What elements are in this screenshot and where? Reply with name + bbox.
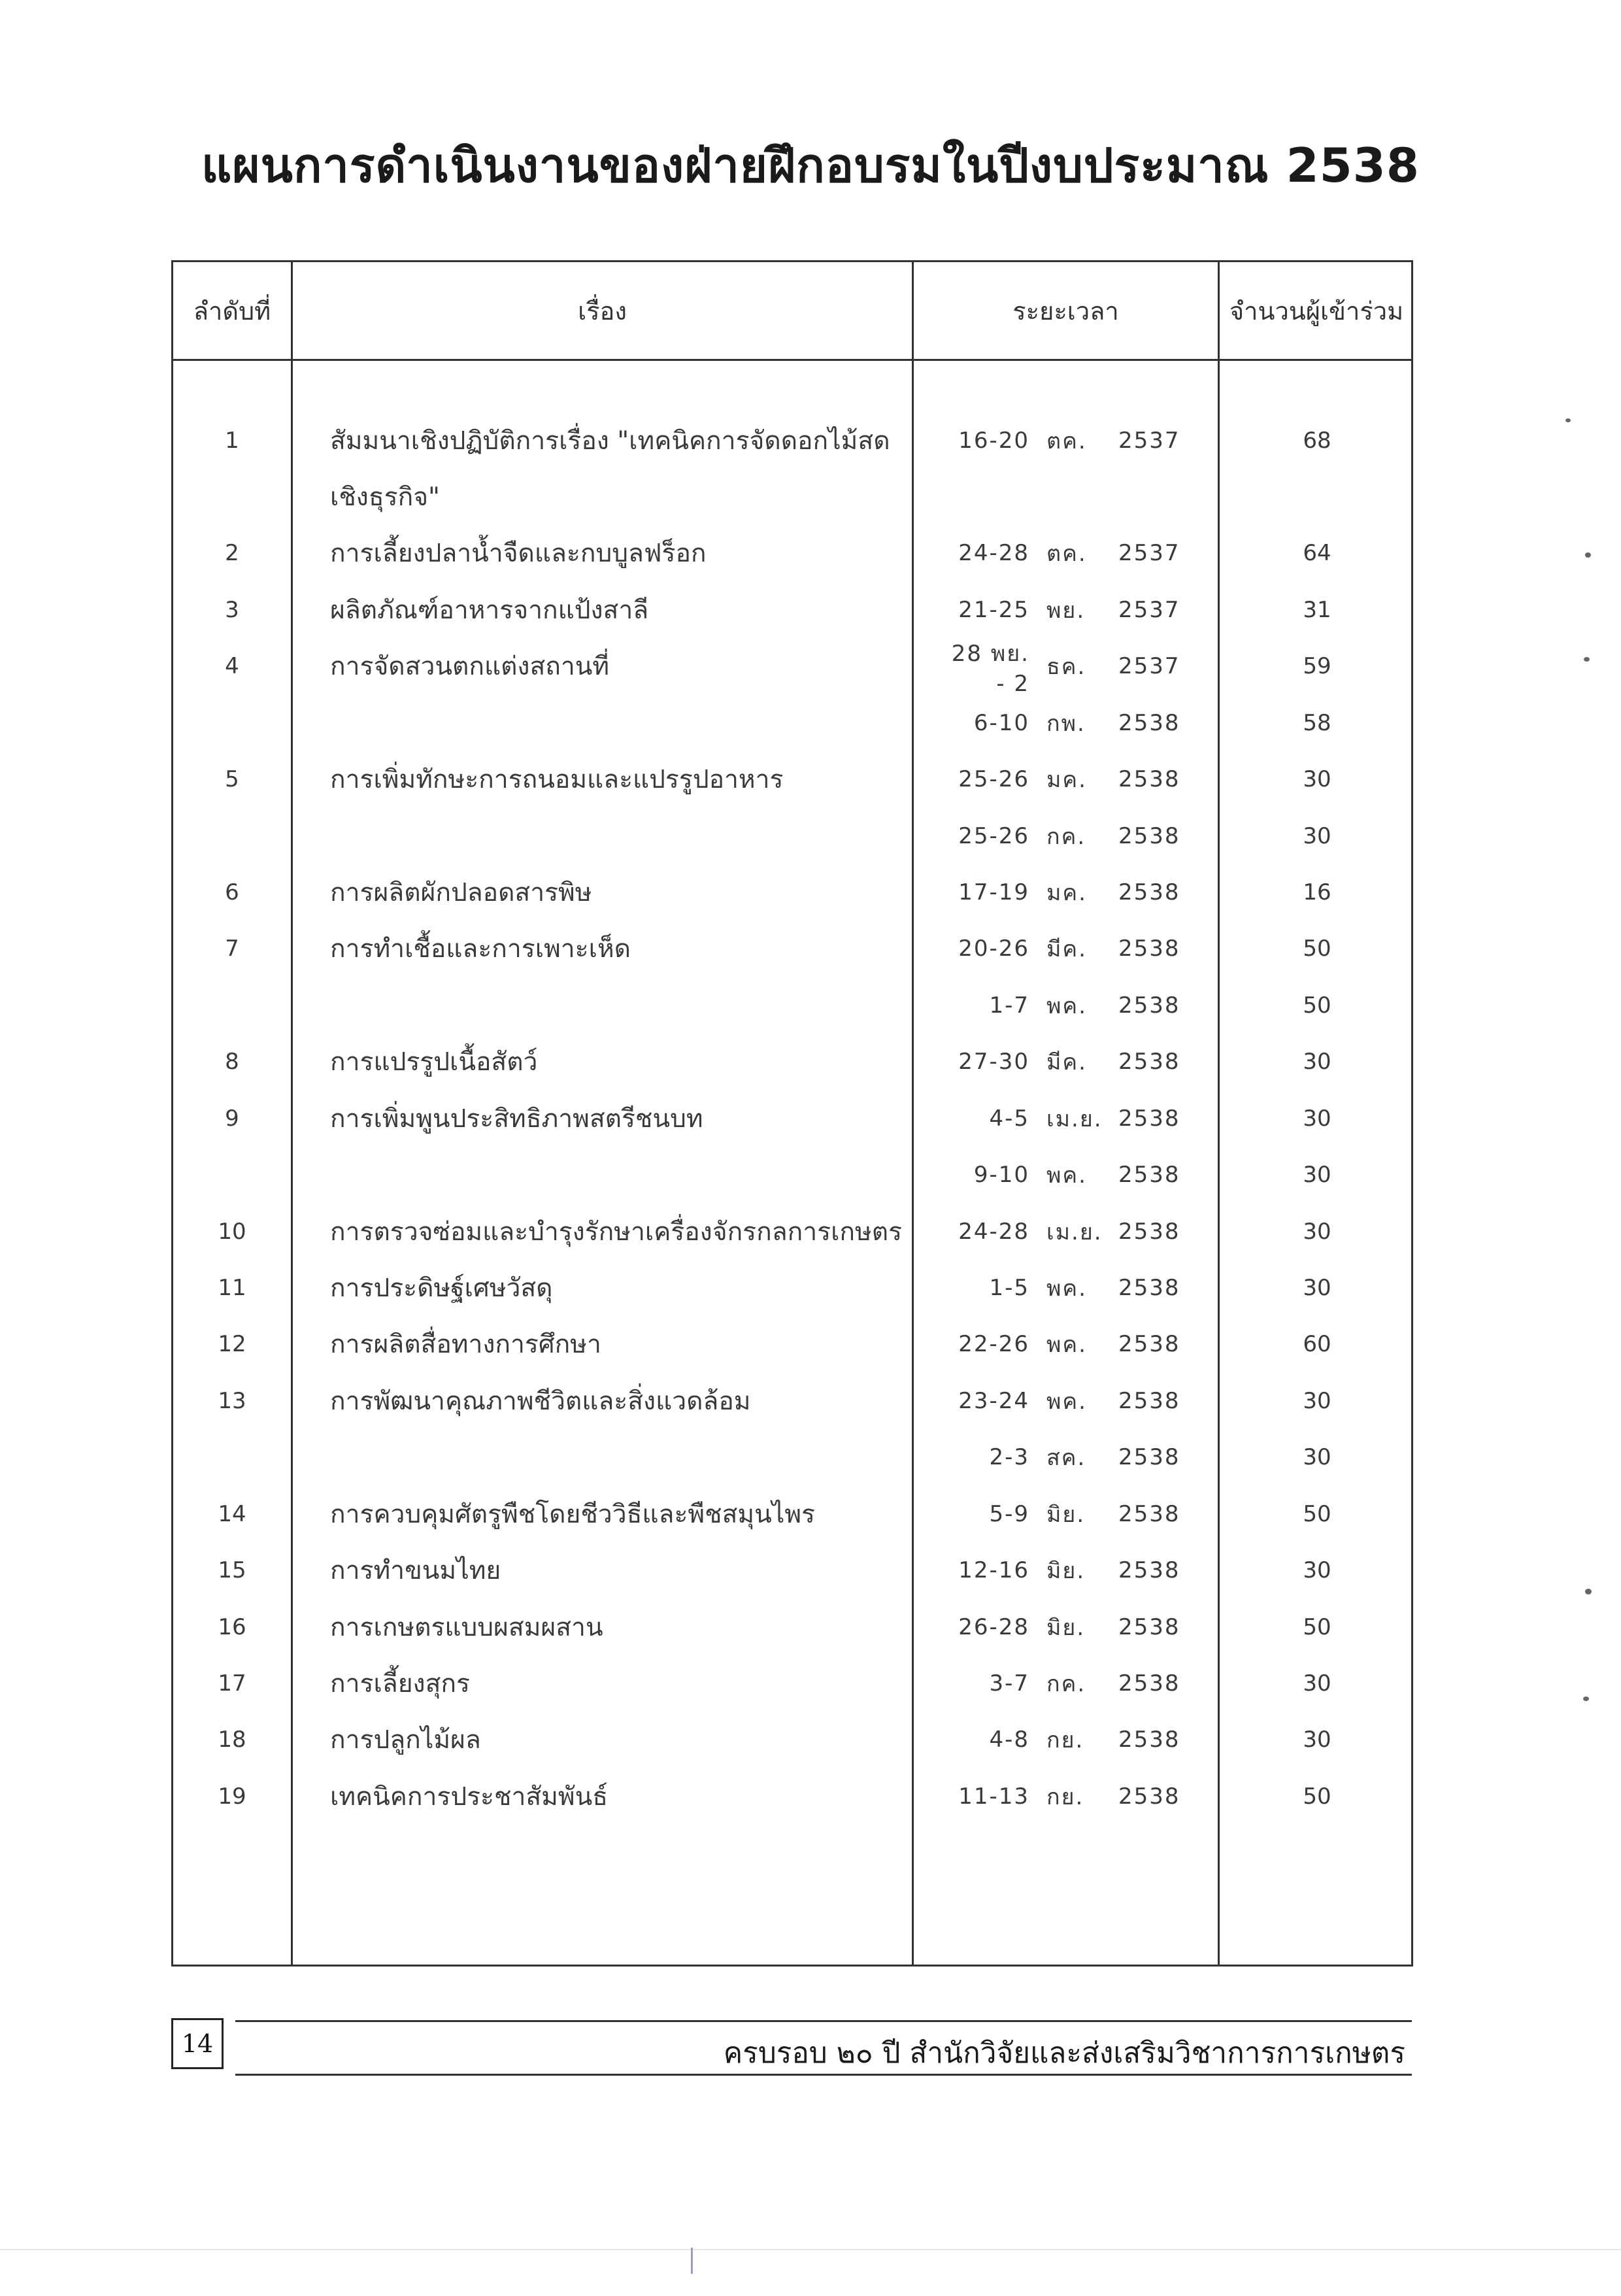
row-participants: 30 bbox=[1303, 1557, 1331, 1583]
page-number-box bbox=[171, 2018, 224, 2069]
period-month: ตค. bbox=[1046, 428, 1087, 454]
row-period bbox=[938, 582, 1193, 638]
header-divider bbox=[173, 359, 1411, 361]
row-topic: การทำขนมไทย bbox=[330, 1556, 501, 1585]
table-row bbox=[173, 469, 1411, 525]
scan-speck bbox=[1584, 657, 1590, 662]
table-row bbox=[173, 582, 1411, 638]
row-participants: 59 bbox=[1303, 653, 1331, 679]
row-topic: การพัฒนาคุณภาพชีวิตและสิ่งแวดล้อม bbox=[330, 1387, 751, 1416]
row-participants bbox=[1219, 469, 1415, 525]
row-period bbox=[938, 413, 1193, 469]
period-days: 11-13 bbox=[958, 1783, 1029, 1810]
row-period bbox=[938, 1599, 1193, 1655]
period-days: 16-20 bbox=[958, 428, 1029, 454]
row-period bbox=[938, 1147, 1193, 1203]
row-period bbox=[938, 1316, 1193, 1372]
row-participants: 30 bbox=[1303, 1162, 1331, 1188]
footer-rule-top bbox=[235, 2020, 1412, 2022]
row-number: 1 bbox=[225, 428, 239, 454]
table-row bbox=[173, 1429, 1411, 1485]
table-row bbox=[173, 638, 1411, 697]
table-row bbox=[173, 1034, 1411, 1090]
row-topic: การควบคุมศัตรูพืชโดยชีววิธีและพืชสมุนไพร bbox=[330, 1500, 816, 1529]
period-days: 23-24 bbox=[958, 1388, 1029, 1414]
period-days: 1-5 bbox=[989, 1275, 1029, 1301]
table-row bbox=[173, 1599, 1411, 1655]
row-number: 6 bbox=[225, 879, 239, 905]
row-topic: การปลูกไม้ผล bbox=[330, 1725, 481, 1755]
period-days: 6-10 bbox=[973, 710, 1029, 736]
scan-edge-tick bbox=[691, 2248, 693, 2274]
row-number bbox=[173, 808, 291, 864]
row-topic: การทำเชื้อและการเพาะเห็ด bbox=[330, 934, 631, 964]
period-year: 2538 bbox=[1118, 1275, 1180, 1301]
period-year: 2538 bbox=[1118, 1219, 1180, 1245]
row-topic: เชิงธุรกิจ" bbox=[330, 482, 440, 512]
period-days: 5-9 bbox=[989, 1501, 1029, 1527]
row-period bbox=[938, 751, 1193, 807]
period-year: 2538 bbox=[1118, 1501, 1180, 1527]
row-topic bbox=[330, 695, 918, 751]
row-period bbox=[938, 1373, 1193, 1429]
period-month: มิย. bbox=[1046, 1615, 1086, 1641]
page-number: 14 bbox=[181, 2029, 214, 2058]
period-year: 2537 bbox=[1118, 428, 1180, 454]
table-row bbox=[173, 1090, 1411, 1147]
period-month: มีค. bbox=[1046, 1049, 1087, 1075]
row-period bbox=[938, 638, 1193, 697]
row-number bbox=[173, 1147, 291, 1203]
period-days: 2-3 bbox=[989, 1444, 1029, 1470]
training-plan-table bbox=[171, 260, 1413, 1967]
period-days: 1-7 bbox=[989, 992, 1029, 1019]
table-row bbox=[173, 1204, 1411, 1260]
row-participants: 30 bbox=[1303, 1106, 1331, 1132]
table-row bbox=[173, 1542, 1411, 1598]
period-year: 2538 bbox=[1118, 710, 1180, 736]
table-row bbox=[173, 1655, 1411, 1712]
header-count: จำนวนผู้เข้าร่วม bbox=[1229, 296, 1404, 326]
period-month: พค. bbox=[1046, 1162, 1087, 1189]
row-period bbox=[938, 469, 1193, 525]
row-topic: การเพิ่มพูนประสิทธิภาพสตรีชนบท bbox=[330, 1104, 703, 1134]
table-row bbox=[173, 525, 1411, 581]
period-year: 2538 bbox=[1118, 1162, 1180, 1188]
period-month: เม.ย. bbox=[1046, 1219, 1103, 1245]
row-period bbox=[938, 525, 1193, 581]
scan-speck bbox=[1565, 418, 1571, 422]
period-month: พย. bbox=[1046, 598, 1086, 624]
row-number: 8 bbox=[225, 1049, 239, 1075]
row-participants: 30 bbox=[1303, 1049, 1331, 1075]
table-row bbox=[173, 920, 1411, 977]
period-year: 2537 bbox=[1118, 653, 1180, 679]
row-number: 17 bbox=[218, 1670, 246, 1697]
period-year: 2538 bbox=[1118, 766, 1180, 792]
row-number: 15 bbox=[218, 1557, 246, 1583]
row-number bbox=[173, 977, 291, 1034]
row-number: 4 bbox=[225, 653, 239, 679]
period-year: 2538 bbox=[1118, 936, 1180, 962]
table-row bbox=[173, 1316, 1411, 1372]
period-month: สค. bbox=[1046, 1445, 1086, 1471]
row-participants: 30 bbox=[1303, 1444, 1331, 1470]
scan-speck bbox=[1585, 552, 1591, 558]
row-participants: 30 bbox=[1303, 766, 1331, 792]
row-topic: การประดิษฐ์เศษวัสดุ bbox=[330, 1274, 553, 1303]
period-month: มิย. bbox=[1046, 1502, 1086, 1528]
header-no: ลำดับที่ bbox=[193, 296, 271, 326]
period-year: 2538 bbox=[1118, 992, 1180, 1019]
row-number: 3 bbox=[225, 597, 239, 623]
row-period bbox=[938, 1768, 1193, 1825]
period-year: 2538 bbox=[1118, 1444, 1180, 1470]
row-topic: การเกษตรแบบผสมผสาน bbox=[330, 1613, 603, 1642]
period-days: 12-16 bbox=[958, 1557, 1029, 1583]
row-participants: 50 bbox=[1303, 936, 1331, 962]
table-row bbox=[173, 695, 1411, 751]
row-participants: 50 bbox=[1303, 1501, 1331, 1527]
row-participants: 30 bbox=[1303, 1219, 1331, 1245]
row-topic: การผลิตสื่อทางการศึกษา bbox=[330, 1330, 601, 1359]
period-days: 4-5 bbox=[989, 1106, 1029, 1132]
row-participants: 30 bbox=[1303, 1388, 1331, 1414]
row-number: 10 bbox=[218, 1219, 246, 1245]
row-period bbox=[938, 1090, 1193, 1147]
period-year: 2537 bbox=[1118, 597, 1180, 623]
row-period bbox=[938, 1429, 1193, 1485]
header-topic: เรื่อง bbox=[578, 296, 627, 326]
scan-edge-line bbox=[0, 2249, 1621, 2250]
row-number: 14 bbox=[218, 1501, 246, 1527]
period-days: 3-7 bbox=[989, 1670, 1029, 1697]
row-topic bbox=[330, 1147, 918, 1203]
period-month: มีค. bbox=[1046, 936, 1087, 962]
period-year: 2538 bbox=[1118, 879, 1180, 905]
row-number: 11 bbox=[218, 1275, 246, 1301]
period-month: กค. bbox=[1046, 1671, 1086, 1697]
period-month: พค. bbox=[1046, 1275, 1087, 1302]
period-month: กพ. bbox=[1046, 711, 1086, 737]
row-number bbox=[173, 469, 291, 525]
scan-speck bbox=[1585, 1589, 1592, 1595]
period-month: ธค. bbox=[1046, 654, 1086, 680]
row-topic: การตรวจซ่อมและบำรุงรักษาเครื่องจักรกลการเกษตร bbox=[330, 1217, 903, 1247]
row-number bbox=[173, 1429, 291, 1485]
row-period bbox=[938, 1204, 1193, 1260]
period-days: 25-26 bbox=[958, 823, 1029, 849]
period-days: 9-10 bbox=[973, 1162, 1029, 1188]
row-number: 13 bbox=[218, 1388, 246, 1414]
period-days: 17-19 bbox=[958, 879, 1029, 905]
table-row bbox=[173, 751, 1411, 807]
row-topic bbox=[330, 808, 918, 864]
row-number: 7 bbox=[225, 936, 239, 962]
period-days: 21-25 bbox=[958, 597, 1029, 623]
period-month: พค. bbox=[1046, 993, 1087, 1019]
period-days: 25-26 bbox=[958, 766, 1029, 792]
header-period: ระยะเวลา bbox=[1012, 296, 1119, 326]
table-row bbox=[173, 864, 1411, 920]
period-year: 2538 bbox=[1118, 1388, 1180, 1414]
period-days: 26-28 bbox=[958, 1614, 1029, 1640]
period-year: 2538 bbox=[1118, 1783, 1180, 1810]
row-participants: 16 bbox=[1303, 879, 1331, 905]
period-month: มค. bbox=[1046, 767, 1087, 793]
table-row bbox=[173, 1147, 1411, 1203]
period-days: 28 พย. - 2 bbox=[951, 641, 1029, 697]
row-participants: 50 bbox=[1303, 1614, 1331, 1640]
row-period bbox=[938, 1712, 1193, 1768]
row-number: 12 bbox=[218, 1331, 246, 1357]
table-row bbox=[173, 1260, 1411, 1316]
row-number: 19 bbox=[218, 1783, 246, 1810]
period-month: พค. bbox=[1046, 1389, 1087, 1415]
row-participants: 60 bbox=[1303, 1331, 1331, 1357]
period-year: 2538 bbox=[1118, 823, 1180, 849]
row-number bbox=[173, 695, 291, 751]
footer-text: ครบรอบ ๒๐ ปี สำนักวิจัยและส่งเสริมวิชาการการเกษตร bbox=[723, 2036, 1405, 2070]
row-topic: เทคนิคการประชาสัมพันธ์ bbox=[330, 1782, 609, 1812]
row-number: 18 bbox=[218, 1727, 246, 1753]
row-topic: การผลิตผักปลอดสารพิษ bbox=[330, 878, 592, 907]
row-participants: 31 bbox=[1303, 597, 1331, 623]
period-month: มค. bbox=[1046, 880, 1087, 906]
row-period bbox=[938, 864, 1193, 920]
row-topic: การเลี้ยงปลาน้ำจืดและกบบูลฟร็อก bbox=[330, 539, 707, 568]
row-number: 2 bbox=[225, 540, 239, 566]
page-title: แผนการดำเนินงานของฝ่ายฝึกอบรมในปีงบประมาณ 2538 bbox=[201, 138, 1420, 193]
row-period bbox=[938, 1034, 1193, 1090]
period-days: 22-26 bbox=[958, 1331, 1029, 1357]
row-number: 5 bbox=[225, 766, 239, 792]
row-topic: การจัดสวนตกแต่งสถานที่ bbox=[330, 652, 610, 681]
row-period bbox=[938, 1542, 1193, 1598]
period-month: ตค. bbox=[1046, 541, 1087, 567]
period-days: 24-28 bbox=[958, 1219, 1029, 1245]
row-period bbox=[938, 1260, 1193, 1316]
period-month: เม.ย. bbox=[1046, 1106, 1103, 1132]
scan-speck bbox=[1583, 1697, 1589, 1701]
table-row bbox=[173, 1768, 1411, 1825]
table-row bbox=[173, 1486, 1411, 1542]
row-participants: 50 bbox=[1303, 992, 1331, 1019]
row-topic: การเลี้ยงสุกร bbox=[330, 1669, 470, 1698]
table-row bbox=[173, 413, 1411, 469]
period-year: 2538 bbox=[1118, 1331, 1180, 1357]
row-topic: การแปรรูปเนื้อสัตว์ bbox=[330, 1047, 538, 1077]
row-participants: 68 bbox=[1303, 428, 1331, 454]
row-topic: การเพิ่มทักษะการถนอมและแปรรูปอาหาร bbox=[330, 765, 784, 794]
row-topic bbox=[330, 977, 918, 1034]
row-participants: 64 bbox=[1303, 540, 1331, 566]
row-participants: 30 bbox=[1303, 1670, 1331, 1697]
period-days: 4-8 bbox=[989, 1727, 1029, 1753]
row-number: 16 bbox=[218, 1614, 246, 1640]
row-topic: สัมมนาเชิงปฏิบัติการเรื่อง "เทคนิคการจัดดอกไม้สด bbox=[330, 426, 890, 456]
row-participants: 30 bbox=[1303, 1275, 1331, 1301]
period-days: 27-30 bbox=[958, 1049, 1029, 1075]
period-year: 2537 bbox=[1118, 540, 1180, 566]
row-topic bbox=[330, 1429, 918, 1485]
row-period bbox=[938, 977, 1193, 1034]
row-period bbox=[938, 808, 1193, 864]
period-year: 2538 bbox=[1118, 1614, 1180, 1640]
row-period bbox=[938, 920, 1193, 977]
period-days: 24-28 bbox=[958, 540, 1029, 566]
row-period bbox=[938, 1655, 1193, 1712]
table-row bbox=[173, 977, 1411, 1034]
period-days: 20-26 bbox=[958, 936, 1029, 962]
row-participants: 58 bbox=[1303, 710, 1331, 736]
period-year: 2538 bbox=[1118, 1557, 1180, 1583]
table-row bbox=[173, 1373, 1411, 1429]
period-month: พค. bbox=[1046, 1332, 1087, 1358]
period-year: 2538 bbox=[1118, 1670, 1180, 1697]
row-participants: 30 bbox=[1303, 823, 1331, 849]
row-period bbox=[938, 1486, 1193, 1542]
row-number: 9 bbox=[225, 1106, 239, 1132]
period-month: มิย. bbox=[1046, 1558, 1086, 1584]
period-month: กย. bbox=[1046, 1784, 1084, 1810]
table-row bbox=[173, 1712, 1411, 1768]
period-year: 2538 bbox=[1118, 1727, 1180, 1753]
row-participants: 50 bbox=[1303, 1783, 1331, 1810]
period-year: 2538 bbox=[1118, 1049, 1180, 1075]
period-month: กค. bbox=[1046, 824, 1086, 850]
period-year: 2538 bbox=[1118, 1106, 1180, 1132]
period-month: กย. bbox=[1046, 1727, 1084, 1753]
row-period bbox=[938, 695, 1193, 751]
row-participants: 30 bbox=[1303, 1727, 1331, 1753]
row-topic: ผลิตภัณฑ์อาหารจากแป้งสาลี bbox=[330, 596, 649, 625]
table-row bbox=[173, 808, 1411, 864]
